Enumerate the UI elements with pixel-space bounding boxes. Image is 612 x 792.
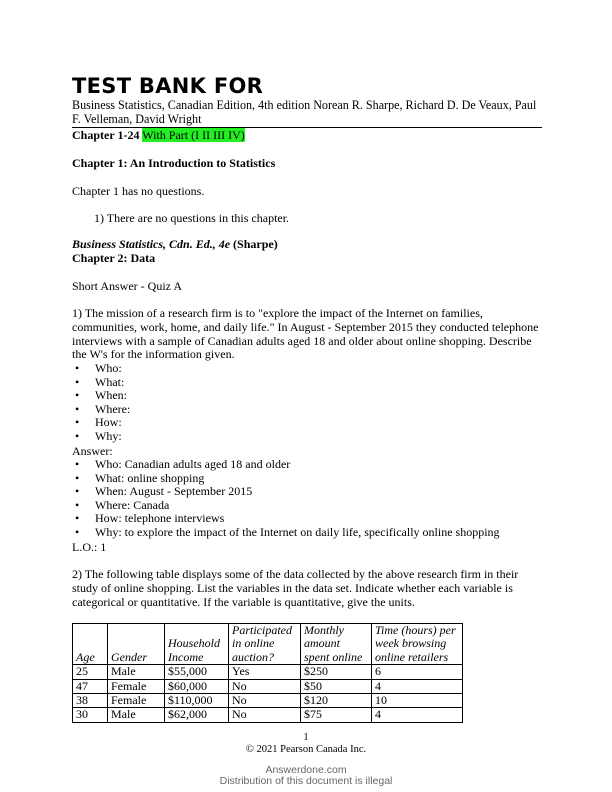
chapter1-heading: Chapter 1: An Introduction to Statistics xyxy=(72,156,276,170)
chapter1-item: 1) There are no questions in this chapter. xyxy=(94,211,290,225)
table-row xyxy=(73,694,463,708)
table-cell: $75 xyxy=(301,708,372,722)
question-1-prompts xyxy=(72,362,130,444)
table-header-cell: Gender xyxy=(108,624,165,665)
table-cell: $55,000 xyxy=(165,665,229,679)
table-cell: $120 xyxy=(301,694,372,708)
answer-label: Answer: xyxy=(72,444,113,458)
book-author: (Sharpe) xyxy=(230,237,278,251)
table-header-row xyxy=(73,624,463,665)
list-item: • Why: to explore the impact of the Internet on daily life, specifically online shopping xyxy=(72,526,500,540)
table-cell: 30 xyxy=(73,708,108,722)
question-1-text: 1) The mission of a research firm is to "explore the impact of the Internet on families, communities, work, home, and daily life." In August - September 2015 they conducted telephone interviews with a sample of Canadian adults aged 18 and older about online shopping. Describe the W's for the information given. xyxy=(72,306,539,362)
list-item: • Who: Canadian adults aged 18 and older xyxy=(72,458,500,472)
table-cell: 25 xyxy=(73,665,108,679)
table-cell: 47 xyxy=(73,679,108,693)
table-cell: Female xyxy=(108,679,165,693)
section-label: Short Answer - Quiz A xyxy=(72,279,182,293)
list-item: • What: xyxy=(72,376,130,390)
book-reference xyxy=(72,237,278,251)
list-item: • Why: xyxy=(72,430,130,444)
copyright: © 2021 Pearson Canada Inc. xyxy=(245,744,367,755)
table-cell: Male xyxy=(108,665,165,679)
table-header-cell: Monthly amount spent online xyxy=(301,624,372,665)
learning-objective: L.O.: 1 xyxy=(72,540,107,554)
list-item: • How: xyxy=(72,416,130,430)
list-item: • Who: xyxy=(72,362,130,376)
table-header-cell: Participated in online auction? xyxy=(229,624,301,665)
table-cell: $62,000 xyxy=(165,708,229,722)
page-number: 1 xyxy=(303,732,309,743)
table-cell: $250 xyxy=(301,665,372,679)
table-cell: 4 xyxy=(372,679,463,693)
table-row xyxy=(73,679,463,693)
question-1-answers xyxy=(72,458,500,540)
table-cell: Male xyxy=(108,708,165,722)
list-item: • Where: xyxy=(72,403,130,417)
question-2-text: 2) The following table displays some of the data collected by the above research firm in their study of online shopping. List the variables in the data set. Indicate whether each variable is categorical or quantitative. If the variable is quantitative, give the units. xyxy=(72,567,519,609)
table-cell: 38 xyxy=(73,694,108,708)
table-cell: Female xyxy=(108,694,165,708)
table-cell: 10 xyxy=(372,694,463,708)
table-cell: 6 xyxy=(372,665,463,679)
table-cell: 4 xyxy=(372,708,463,722)
list-item: • When: xyxy=(72,389,130,403)
chapter-range: Chapter 1-24 xyxy=(72,128,140,142)
table-cell: No xyxy=(229,694,301,708)
table-header-cell: Time (hours) per week browsing online retailers xyxy=(372,624,463,665)
table-cell: No xyxy=(229,708,301,722)
table-header-cell: Age xyxy=(73,624,108,665)
table-cell: $60,000 xyxy=(165,679,229,693)
document-title: TEST BANK FOR xyxy=(72,74,264,98)
chapter2-heading: Chapter 2: Data xyxy=(72,251,156,265)
table-row xyxy=(73,665,463,679)
table-cell: Yes xyxy=(229,665,301,679)
table-cell: No xyxy=(229,679,301,693)
parts-highlight: With Part (I II III IV) xyxy=(142,128,245,142)
table-row xyxy=(73,708,463,722)
table-header-cell: Household Income xyxy=(165,624,229,665)
book-subtitle: Business Statistics, Canadian Edition, 4th edition Norean R. Sharpe, Richard D. De Veaux, Paul F. Velleman, David Wright xyxy=(72,98,537,126)
list-item: • When: August - September 2015 xyxy=(72,485,500,499)
list-item: • How: telephone interviews xyxy=(72,512,500,526)
list-item: • What: online shopping xyxy=(72,472,500,486)
survey-data-table xyxy=(72,623,463,723)
table-cell: $110,000 xyxy=(165,694,229,708)
chapter1-note: Chapter 1 has no questions. xyxy=(72,184,205,198)
table-cell: $50 xyxy=(301,679,372,693)
watermark-notice: Distribution of this document is illegal xyxy=(219,775,393,787)
watermark-site: Answerdone.com xyxy=(265,764,347,776)
chapter-range-line xyxy=(72,128,245,142)
list-item: • Where: Canada xyxy=(72,499,500,513)
book-title: Business Statistics, Cdn. Ed., 4e xyxy=(72,237,231,251)
